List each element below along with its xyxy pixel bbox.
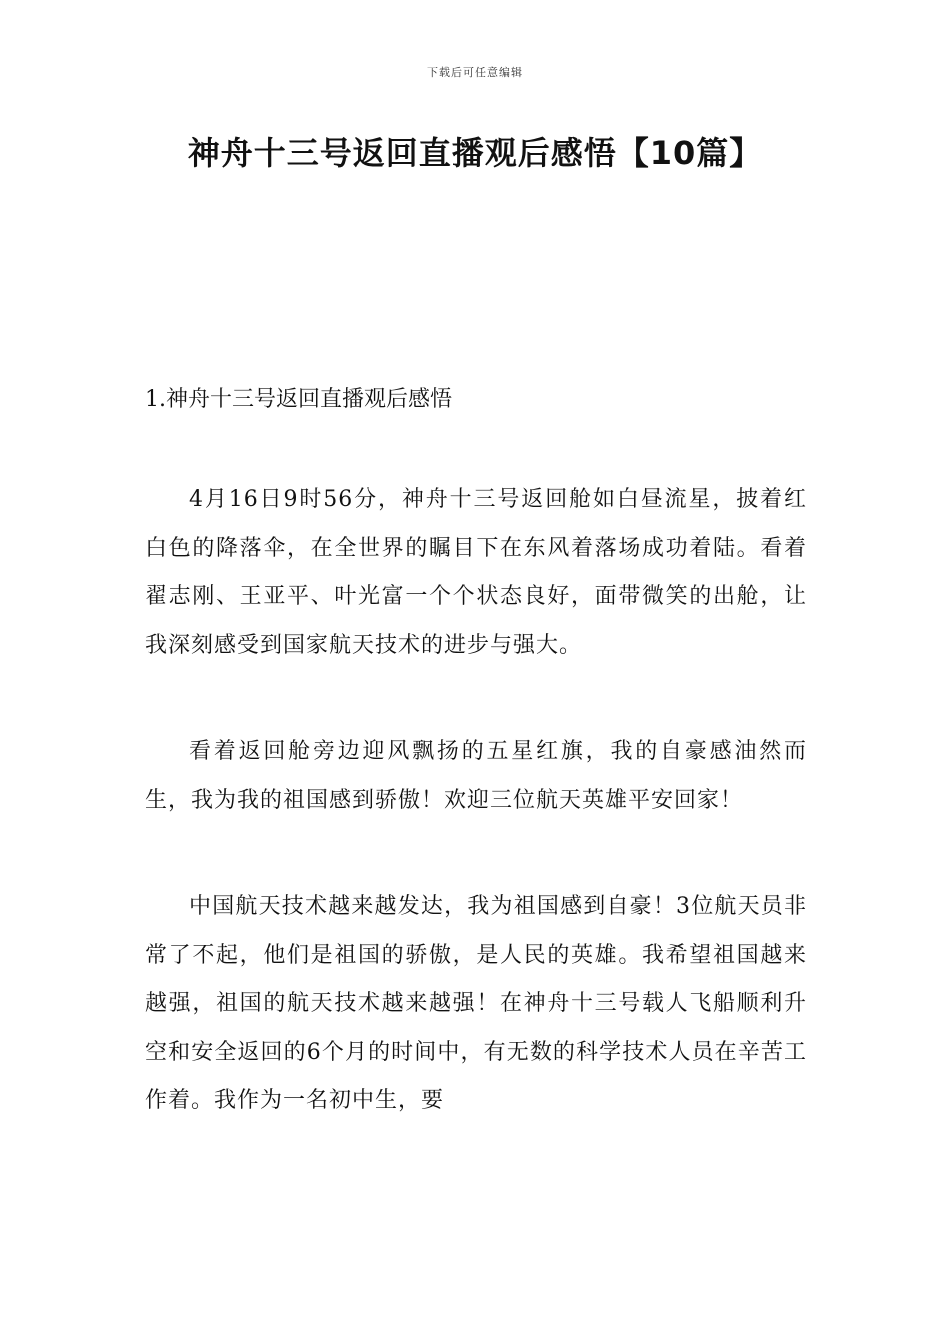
header-note: 下载后可任意编辑 — [427, 66, 523, 79]
section-heading: 1.神舟十三号返回直播观后感悟 — [145, 387, 452, 412]
paragraph: 4月16日9时56分，神舟十三号返回舱如白昼流星，披着红白色的降落伞，在全世界的瞩目下在东风着落场成功着陆。看着翟志刚、王亚平、叶光富一个个状态良好，面带微笑的出舱，让我深刻感受到国家航天技术的进步与强大。 — [145, 487, 807, 658]
document-body — [145, 382, 807, 1184]
paragraph: 看着返回舱旁边迎风飘扬的五星红旗，我的自豪感油然而生，我为我的祖国感到骄傲！欢迎三位航天英雄平安回家！ — [145, 739, 807, 813]
paragraph: 中国航天技术越来越发达，我为祖国感到自豪！3位航天员非常了不起，他们是祖国的骄傲，是人民的英雄。我希望祖国越来越强，祖国的航天技术越来越强！在神舟十三号载人飞船顺利升空和安全返回的6个月的时间中，有无数的科学技术人员在辛苦工作着。我作为一名初中生，要 — [145, 894, 807, 1113]
document-title: 神舟十三号返回直播观后感悟【10篇】 — [187, 134, 763, 172]
